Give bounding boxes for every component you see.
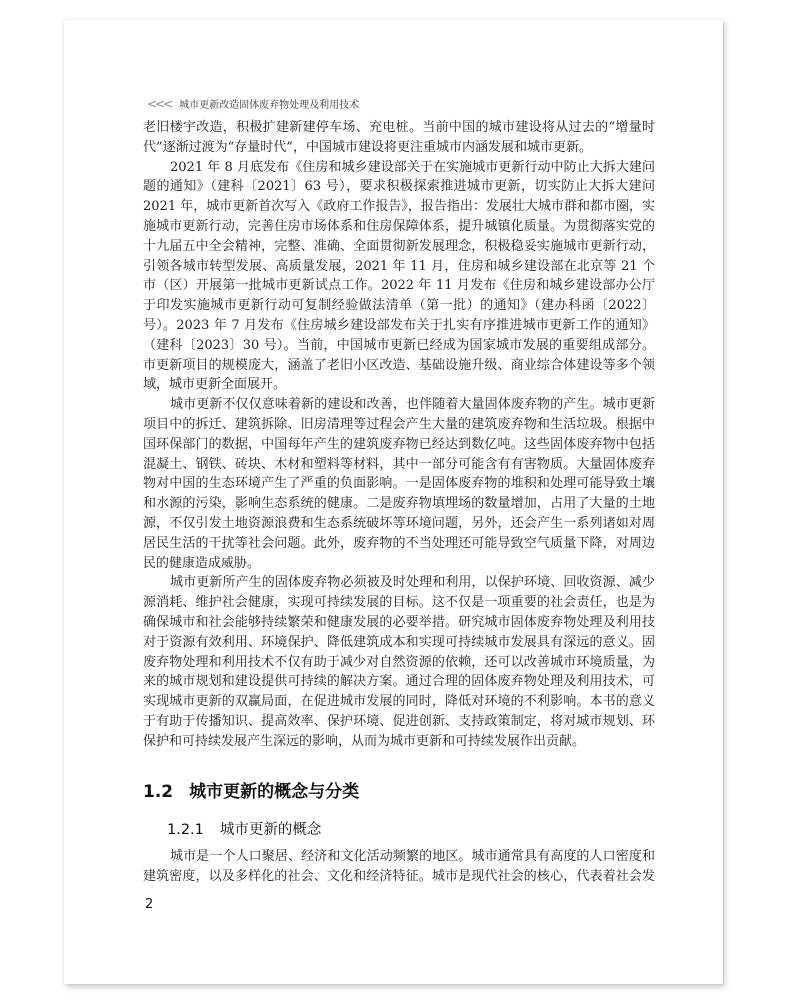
text-line: 市（区）开展第一批城市更新试点工作。2022 年 11 月发布《住房和城乡建设部办公厅 xyxy=(143,278,655,294)
text-line: 题的通知》（建科〔2021〕63 号），要求积极探索推进城市更新，切实防止大拆大建问 xyxy=(143,179,655,195)
text-line: 实现城市更新的双赢局面，在促进城市发展的同时，降低对环境的不利影响。本书的意义 xyxy=(143,694,655,710)
subsection-number: 1.2.1 xyxy=(167,822,204,838)
text-line: 民的健康造成威胁。 xyxy=(143,555,261,571)
paragraph xyxy=(143,118,655,158)
text-line: 城市是一个人口聚居、经济和文化活动频繁的地区。城市通常具有高度的人口密度和 xyxy=(170,849,655,864)
paragraph xyxy=(143,847,655,887)
text-line: 源消耗、维护社会健康，实现可持续发展的目标。这不仅是一项重要的社会责任，也是为 xyxy=(143,595,655,611)
text-line: 引领各城市转型发展、高质量发展，2021 年 11 月，住房和城乡建设部在北京等 21 个 xyxy=(143,258,655,274)
text-line: 号）。2023 年 7 月发布《住房城乡建设部发布关于扎实有序推进城市更新工作的通知》 xyxy=(143,317,655,333)
text-line: 建筑密度，以及多样化的社会、文化和经济特征。城市是现代社会的核心，代表着社会发 xyxy=(143,868,655,884)
paragraph xyxy=(143,573,655,751)
text-line: 2021 年 8 月底发布《住房和城乡建设部关于在实施城市更新行动中防止大拆大建问 xyxy=(170,159,655,175)
text-line: 城市更新不仅仅意味着新的建设和改善，也伴随着大量固体废弃物的产生。城市更新 xyxy=(170,397,655,413)
text-line: 确保城市和社会能够持续繁荣和健康发展的必要举措。研究城市固体废弃物处理及利用技 xyxy=(143,614,655,630)
section-heading xyxy=(143,777,359,802)
text-line: 居民生活的干扰等社会问题。此外，废弃物的不当处理还可能导致空气质量下降，对周边 xyxy=(143,535,655,551)
text-line: 保护和可持续发展产生深远的影响，从而为城市更新和可持续发展作出贡献。 xyxy=(143,733,586,749)
text-line: 来的城市规划和建设提供可持续的解决方案。通过合理的固体废弃物处理及利用技术，可 xyxy=(143,674,655,690)
text-line: 代”逐渐过渡为“存量时代”，中国城市建设将更注重城市内涵发展和城市更新。 xyxy=(143,139,592,155)
text-line: 废弃物处理和利用技术不仅有助于减少对自然资源的依赖，还可以改善城市环境质量，为 xyxy=(143,654,655,670)
body-text xyxy=(143,118,655,752)
text-line: 市更新项目的规模庞大，涵盖了老旧小区改造、基础设施升级、商业综合体建设等多个领 xyxy=(143,357,655,373)
running-header xyxy=(147,96,359,111)
subsection-heading xyxy=(167,818,321,839)
text-line: （建科〔2023〕30 号）。当前，中国城市更新已经成为国家城市发展的重要组成部分。 xyxy=(143,337,655,353)
text-line: 施城市更新行动，完善住房市场体系和住房保障体系，提升城镇化质量。为贯彻落实党的 xyxy=(143,218,655,234)
subsection-title: 城市更新的概念 xyxy=(219,822,322,838)
page-number: 2 xyxy=(145,897,154,912)
text-line: 物对中国的生态环境产生了严重的负面影响。一是固体废弃物的堆积和处理可能导致土壤 xyxy=(143,476,655,492)
text-line: 国环保部门的数据，中国每年产生的建筑废弃物已经达到数亿吨。这些固体废弃物中包括 xyxy=(143,436,655,452)
text-line: 于印发实施城市更新行动可复制经验做法清单（第一批）的通知》（建办科函〔2022〕 xyxy=(143,298,655,314)
text-line: 和水源的污染，影响生态系统的健康。二是废弃物填埋场的数量增加，占用了大量的土地 xyxy=(143,496,655,512)
text-line: 于有助于传播知识、提高效率、保护环境、促进创新、支持政策制定，将对城市规划、环 xyxy=(143,713,655,729)
text-line: 源，不仅引发土地资源浪费和生态系统破坏等环境问题，另外，还会产生一系列诸如对周 xyxy=(143,515,655,531)
paragraph xyxy=(143,395,655,573)
text-line: 项目中的拆迁、建筑拆除、旧房清理等过程会产生大量的建筑废弃物和生活垃圾。根据中 xyxy=(143,416,655,432)
section-number: 1.2 xyxy=(143,782,174,802)
running-header-title: 城市更新改造固体废弃物处理及利用技术 xyxy=(179,100,360,111)
chevrons-left-icon: <<< xyxy=(147,96,172,111)
text-line: 城市更新所产生的固体废弃物必须被及时处理和利用，以保护环境、回收资源、减少 xyxy=(170,575,655,591)
text-line: 十九届五中全会精神，完整、准确、全面贯彻新发展理念，积极稳妥实施城市更新行动， xyxy=(143,238,655,254)
text-line: 老旧楼宇改造，积极扩建新建停车场、充电桩。当前中国的城市建设将从过去的“增量时 xyxy=(143,120,655,135)
text-line: 2021 年，城市更新首次写入《政府工作报告》，报告指出：发展壮大城市群和都市圈，实 xyxy=(143,199,655,215)
text-line: 对于资源有效利用、环境保护、降低建筑成本和实现可持续城市发展具有深远的意义。固 xyxy=(143,634,655,650)
body-text-section xyxy=(143,847,655,887)
paragraph xyxy=(143,158,655,396)
section-title: 城市更新的概念与分类 xyxy=(189,782,360,802)
text-line: 混凝土、钢铁、砖块、木材和塑料等材料，其中一部分可能含有有害物质。大量固体废弃 xyxy=(143,456,655,472)
text-line: 域，城市更新全面展开。 xyxy=(143,377,287,393)
